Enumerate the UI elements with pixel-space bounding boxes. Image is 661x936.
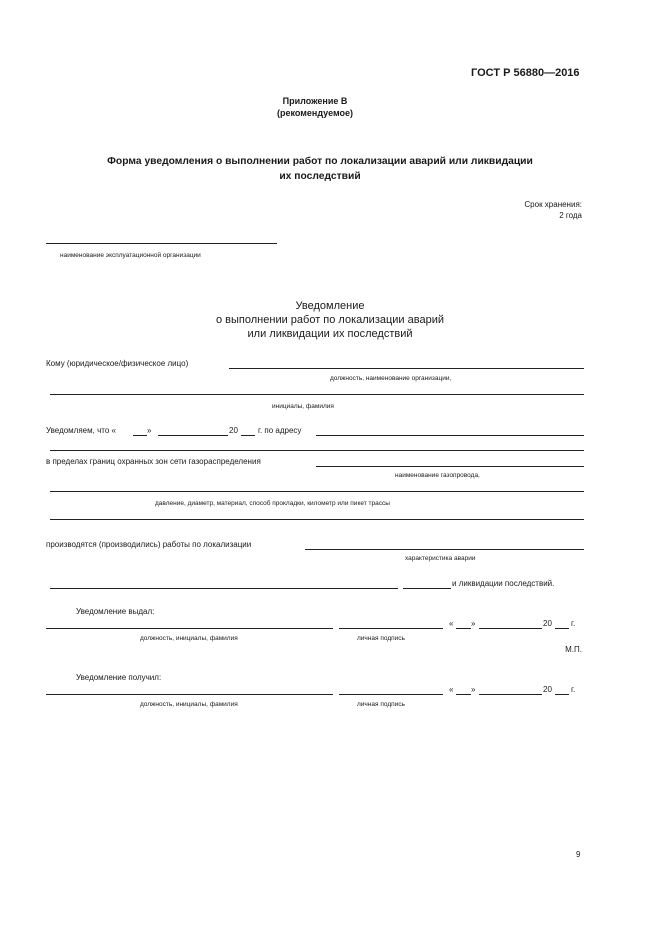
issued-signature-caption: личная подпись (357, 635, 405, 642)
received-label: Уведомление получил: (76, 673, 162, 682)
to-line (229, 368, 584, 369)
notify-address-label: г. по адресу (258, 426, 302, 435)
received-month-line (479, 694, 542, 695)
works-line-2 (50, 588, 398, 589)
notify-prefix: Уведомляем, что « (46, 426, 116, 435)
pipe-caption: давление, диаметр, материал, способ прокладки, километр или пикет трассы (155, 500, 390, 507)
received-position-caption: должность, инициалы, фамилия (140, 701, 238, 708)
issued-label: Уведомление выдал: (76, 607, 155, 616)
issued-signature-line (339, 628, 443, 629)
received-year-suffix: г. (571, 685, 576, 694)
stamp-label: М.П. (565, 645, 582, 654)
received-signature-caption: личная подпись (357, 701, 405, 708)
appendix-note: (рекомендуемое) (277, 108, 353, 118)
works-caption: характеристика аварии (405, 555, 476, 562)
notice-title-line3: или ликвидации их последствий (247, 328, 413, 340)
notify-year: 20 (229, 426, 238, 435)
address-line-2 (50, 450, 584, 451)
appendix-title: Приложение В (282, 96, 348, 106)
zone-label: в пределах границ охранных зон сети газораспределения (46, 457, 261, 466)
month-line (158, 435, 228, 436)
to-caption-1: должность, наименование организации, (330, 375, 452, 382)
retention-label: Срок хранения: (524, 200, 582, 209)
day-line (133, 435, 147, 436)
received-year: 20 (543, 685, 552, 694)
works-line-3 (403, 588, 451, 589)
received-quote-open: « (449, 685, 454, 694)
issued-quote-open: « (449, 619, 454, 628)
issued-day-line (456, 628, 471, 629)
issued-month-line (479, 628, 542, 629)
works-label: производятся (производились) работы по локализации (46, 540, 252, 549)
received-position-line (46, 694, 333, 695)
form-title-line1: Форма уведомления о выполнении работ по локализации аварий или ликвидации (107, 156, 533, 167)
pipe-line-2 (50, 519, 584, 520)
zone-line (316, 466, 584, 467)
issued-position-caption: должность, инициалы, фамилия (140, 635, 238, 642)
received-year-line (555, 694, 569, 695)
notify-quote-close: » (147, 426, 152, 435)
year-line (241, 435, 255, 436)
to-caption-2: инициалы, фамилия (272, 403, 334, 410)
form-title-line2: их последствий (279, 171, 361, 182)
pipe-line (50, 491, 584, 492)
notice-title-line2: о выполнении работ по локализации аварий (216, 314, 444, 326)
page-number: 9 (576, 850, 581, 859)
received-signature-line (339, 694, 443, 695)
works-line (305, 549, 584, 550)
address-line (316, 435, 584, 436)
received-quote-close: » (471, 685, 476, 694)
works-end: и ликвидации последствий. (452, 579, 555, 588)
org-name-line (46, 243, 277, 244)
received-day-line (456, 694, 471, 695)
retention-value: 2 года (559, 211, 582, 220)
notice-title-line1: Уведомление (295, 300, 365, 312)
org-caption: наименование эксплуатационной организации (60, 252, 201, 259)
issued-quote-close: » (471, 619, 476, 628)
to-label: Кому (юридическое/физическое лицо) (46, 359, 189, 368)
issued-year-line (555, 628, 569, 629)
to-line-2 (50, 394, 584, 395)
issued-position-line (46, 628, 333, 629)
zone-caption: наименование газопровода, (395, 472, 480, 479)
issued-year: 20 (543, 619, 552, 628)
standard-number: ГОСТ Р 56880—2016 (471, 67, 580, 79)
issued-year-suffix: г. (571, 619, 576, 628)
